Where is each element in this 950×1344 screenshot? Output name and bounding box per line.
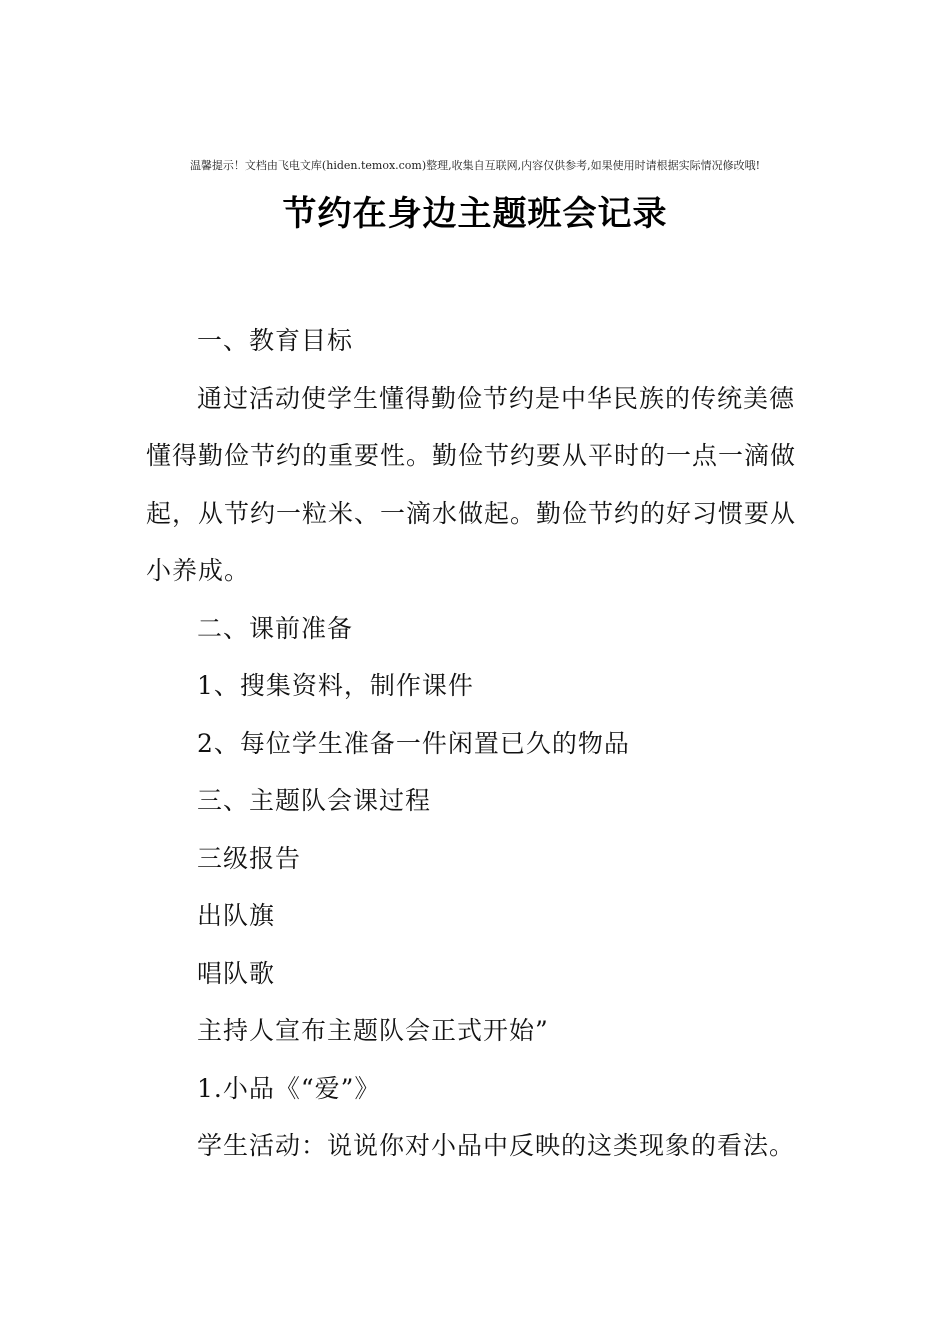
process-step-announce: 主持人宣布主题队会正式开始”: [197, 1016, 549, 1045]
document-title: 节约在身边主题班会记录: [282, 194, 668, 234]
section-heading-preparation: 二、课前准备: [197, 613, 354, 643]
process-step-report: 三级报告: [197, 843, 302, 873]
download-notice: 温馨提示！文档由飞电文库(hiden.temox.com)整理,收集自互联网,内容仅供参考,如果使用时请根据实际情况修改哦!: [189, 159, 761, 172]
section-heading-process: 三、主题队会课过程: [197, 786, 432, 815]
process-step-skit: 1.小品《“爱”》: [197, 1073, 381, 1103]
document-body: [146, 312, 810, 1175]
preparation-item-2: 2、每位学生准备一件闲置已久的物品: [197, 728, 630, 758]
objectives-paragraph: 通过活动使学生懂得勤俭节约是中华民族的传统美德懂得勤俭节约的重要性。勤俭节约要从平时的一点一滴做起，从节约一粒米、一滴水做起。勤俭节约的好习惯要从小养成。: [146, 383, 797, 585]
section-heading-objectives: 一、教育目标: [197, 326, 354, 355]
process-step-activity: 学生活动：说说你对小品中反映的这类现象的看法。: [197, 1131, 796, 1160]
process-step-song: 唱队歌: [197, 958, 276, 988]
process-step-flag: 出队旗: [197, 901, 276, 930]
preparation-item-1: 1、搜集资料，制作课件: [197, 671, 474, 700]
